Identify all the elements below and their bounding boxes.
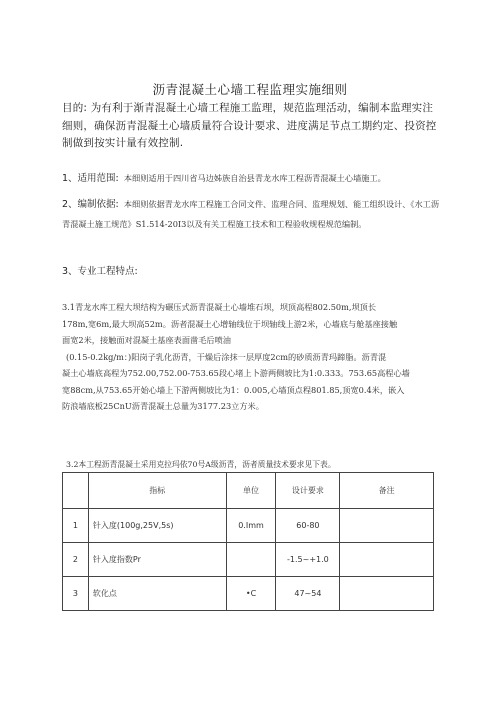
header-remarks: 备注 — [340, 473, 434, 509]
table-row — [63, 509, 434, 543]
section-3-1 — [62, 299, 452, 415]
asphalt-spec-table — [62, 472, 434, 611]
table-row — [63, 577, 434, 611]
row-no: 3 — [63, 577, 89, 611]
scope-paragraph — [62, 168, 440, 187]
table-caption: 3.2本工程沥青混凝土采用克拉玛依70号A级沥青，沥者质量技术要求见下表。 — [66, 460, 336, 469]
row-requirement: 60-80 — [276, 509, 340, 543]
section-3-1-line-1: 3.1青龙水库工程大坝结构为碾压式沥青混凝土心墙堆石坝，坝顶高程802.50m,坝顶长 — [62, 302, 377, 312]
header-design-requirement: 设计要求 — [276, 473, 340, 509]
row-unit: •C — [226, 577, 276, 611]
purpose-paragraph — [62, 100, 440, 153]
row-requirement: -1.5~+1.0 — [276, 543, 340, 577]
row-remarks — [340, 543, 434, 577]
row-indicator: 针入度指数Pr — [88, 543, 226, 577]
table-row — [63, 543, 434, 577]
purpose-text: 为有利于渐青混凝土心墙工程施工监理，规范监理活动，编制本监理实注细则，确保沥青混凝土心墙质量符合设计要求、进度满足节点工期约定、投资控制做到按实计量有效控制. — [62, 102, 437, 149]
row-unit: 0.Imm — [226, 509, 276, 543]
row-no: 1 — [63, 509, 89, 543]
basis-paragraph — [62, 193, 440, 233]
row-no: 2 — [63, 543, 89, 577]
document-title: 沥青混凝土心墙工程监理实施细则 — [152, 82, 348, 97]
table-header-row — [63, 473, 434, 509]
section-3-1-line-4: (0.15-0.2kg/m：)阳岗子乳化沥青，干燥后涂抹一层厚度2cm的砂质沥青玛蹄脂。沥青混 — [66, 351, 387, 362]
basis-label: 2、编制依据: — [62, 199, 119, 210]
header-unit: 单位 — [226, 473, 276, 509]
row-unit — [226, 543, 276, 577]
row-remarks — [340, 577, 434, 611]
features-heading: 3、专业工程特点: — [62, 266, 138, 277]
row-indicator: 针入度(100g,25V,5s) — [88, 509, 226, 543]
purpose-label: 目的: — [62, 102, 88, 114]
section-3-1-line-3: 面宽2米，接触面对混凝土基座表面凿毛后喷油 — [62, 335, 231, 345]
section-3-1-line-6: 宽88cm,从753.65开始心墙上下游两侧坡比为1：0.005,心墙顶点程801.85,顶宽0.4米，嵌入 — [62, 384, 405, 395]
section-3-1-line-5: 凝土心墙底高程为752.00,752.00-753.65段心堵上卜游两侧坡比为1:0.333。753.65高程心墙 — [62, 368, 410, 378]
row-remarks — [340, 509, 434, 543]
scope-text: 本细则适用于四川省马边姊族自治县青龙水库工程沥青混凝土心墙施工。 — [123, 173, 386, 183]
section-3-1-line-2: 178m,宽6m,最大坝高52m。沥者混凝土心增轴线位于坝轴线上游2米，心墙底与舱基座接触 — [62, 318, 398, 329]
section-3-1-line-7: 防浪墙底板25CnU沥青混凝土总量为3177.23立方米。 — [62, 401, 264, 411]
row-requirement: 47~54 — [276, 577, 340, 611]
scope-label: 1、适用范围: — [62, 173, 119, 184]
basis-text: 本细则依据青龙水库工程施工合同文件、监理合同、监理规划、能工组织设计、《水工沥青混凝土施工规范》S1.514-20I3以及有关工程施工技术和工程验收规程规范编制。 — [62, 199, 440, 229]
header-no — [63, 473, 89, 509]
header-indicator: 指标 — [88, 473, 226, 509]
row-indicator: 软化点 — [88, 577, 226, 611]
